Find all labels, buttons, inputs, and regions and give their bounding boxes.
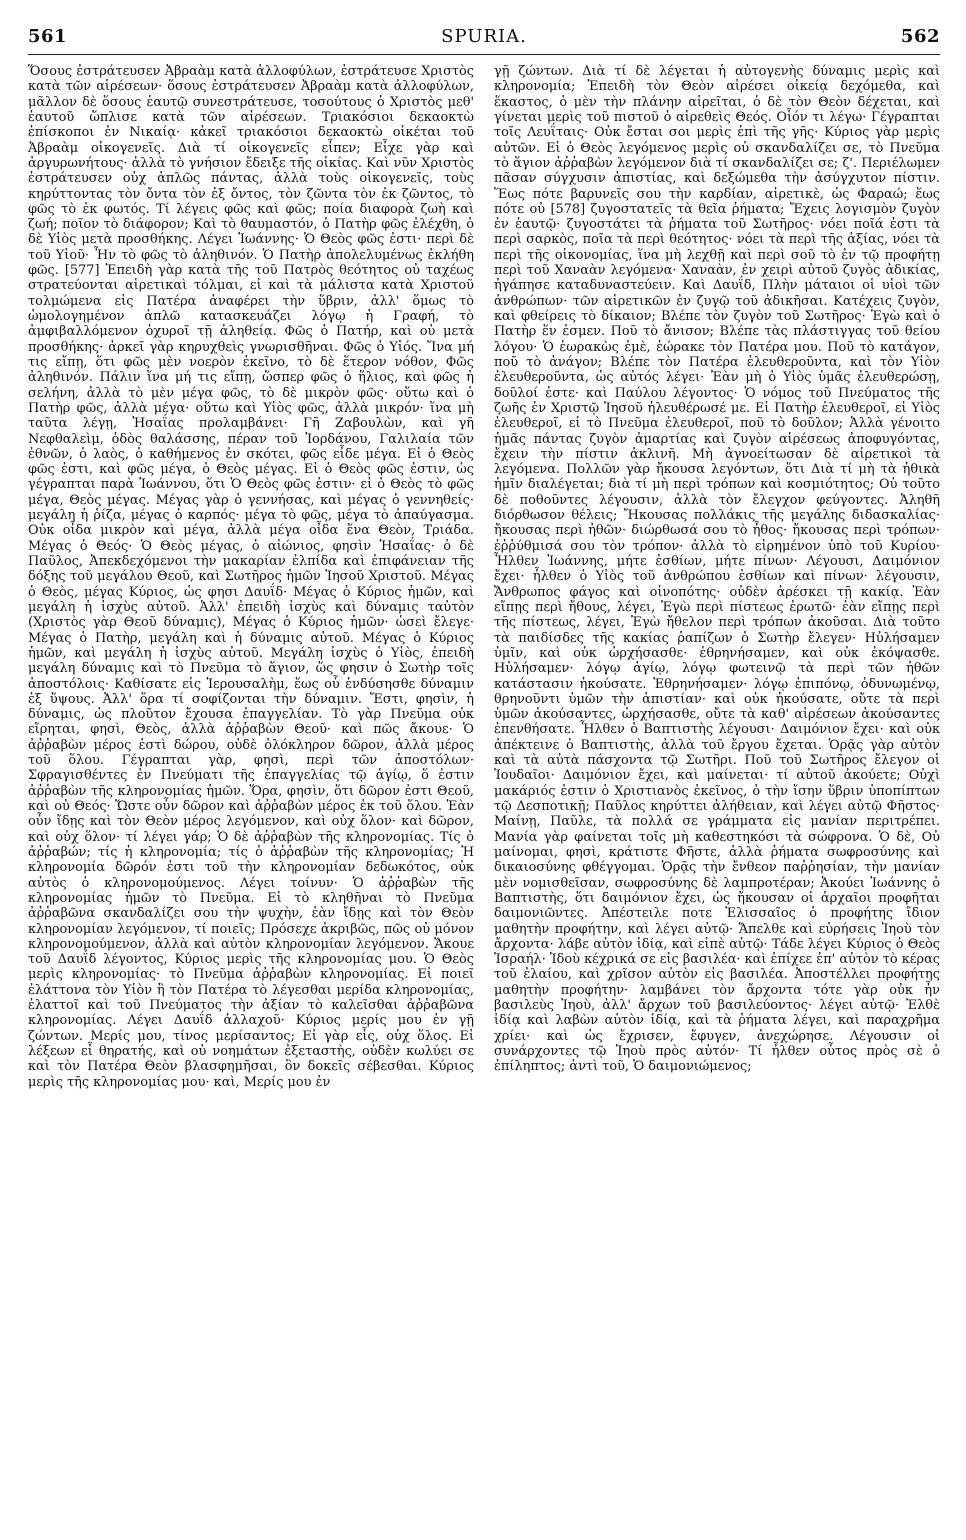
text-columns	[28, 64, 940, 1524]
column-gutter	[474, 64, 494, 1524]
book-page	[28, 14, 940, 1524]
page-number-right: 562	[900, 26, 940, 47]
column-right	[494, 64, 940, 1524]
column-left-text: Ὅσους ἐστράτευσεν Ἀβραὰμ κατὰ ἀλλοφύλων, ἐστράτευσε Χριστὸς κατὰ τῶν αἱρέσεων· ὅσους ἐστράτευσεν Ἀβραὰμ κατὰ ἀλλοφύλων, μᾶλλον δὲ ὅσους ἑαυτῷ συνεστράτευσε, τοσούτους ὁ Χριστὸς μεθ' ἑαυτοῦ ὥπλισε κατὰ τῶν αἱρέσεων. Τριακόσιοι δεκαοκτὼ ἐπίσκοποι ἐν Νικαίᾳ· κἀκεῖ τριακόσιοι δεκαοκτὼ οἰκέται τοῦ Ἀβραὰμ οἰκογενεῖς. Διὰ τί οἰκογενεῖς εἶπεν; Εἶχε γὰρ καὶ ἀργυρωνήτους· ἀλλὰ τὸ γνήσιον ἔδειξε τῆς οἰκίας. Καὶ νῦν Χριστὸς ἐστράτευσεν οὐχ ἁπλῶς πάντας, ἀλλὰ τοὺς οἰκογενεῖς, τοὺς κηρύττοντας τὸν ὄντα τὸν ἐξ ὄντος, τὸν ζῶντα τὸν ἐκ ζῶντος, τὸ φῶς τὸ ἐκ φωτός. Τί λέγεις φῶς καὶ φῶς; ποία διαφορὰ ζωὴ καὶ ζωή; ποῖον τὸ διάφορον; Καὶ τὸ θαυμαστόν, ὁ Πατὴρ φῶς ἐλέχθη, ὁ δὲ Υἱὸς μετὰ προσθήκης. Λέγει Ἰωάννης· Ὁ Θεὸς φῶς ἐστι· περὶ δὲ τοῦ Υἱοῦ· Ἦν τὸ φῶς τὸ ἀληθινόν. Ὁ Πατὴρ ἀπολελυμένως ἐκλήθη φῶς. [577] Ἐπειδὴ γὰρ κατὰ τῆς τοῦ Πατρὸς θεότητος οὐ ταχέως στρατεύονται αἱρετικαὶ τόλμαι, εἰ καὶ τὰ μάλιστα κατὰ Χριστοῦ τολμώμενα εἰς Πατέρα ἀναφέρει τὴν ὕβριν, ἀλλ' ὅμως τὸ ὡμολογημένον ἁπλῶ κατασκευάζει λόγῳ ἡ Γραφή, τὸ ἀμφιβαλλόμενον ὀχυροῖ τῇ ἀληθείᾳ. Φῶς ὁ Πατήρ, καὶ οὐ μετὰ προσθήκης· ἀρκεῖ γὰρ κηρυχθεὶς γνωρισθῆναι. Φῶς ὁ Υἱός. Ἵνα μή τις εἴπῃ, ὅτι φῶς μὲν νοερὸν ἐκεῖνο, τὸ δὲ ἕτερον νόθον, Φῶς ἀληθινόν. Πάλιν ἵνα μή τις εἴπῃ, ὥσπερ φῶς ὁ ἥλιος, καὶ φῶς ἡ σελήνη, ἀλλὰ τὸ μὲν μέγα φῶς, τὸ δὲ μικρὸν φῶς· οὕτω καὶ ὁ Πατὴρ φῶς, ἀλλὰ μέγα· οὕτω καὶ Υἱὸς φῶς, ἀλλὰ μικρόν· ἵνα μὴ ταῦτα λέγῃ, Ἡσαΐας προλαμβάνει· Γῆ Ζαβουλὼν, καὶ γῆ Νεφθαλεὶμ, ὁδὸς θαλάσσης, πέραν τοῦ Ἰορδάνου, Γαλιλαία τῶν ἐθνῶν, ὁ λαὸς, ὁ καθήμενος ἐν σκότει, φῶς εἶδε μέγα. Εἰ ὁ Θεὸς φῶς ἐστι, καὶ φῶς μέγα, ὁ Θεὸς μέγας. Εἰ ὁ Θεὸς φῶς ἐστιν, ὡς γέγραπται παρὰ Ἰωάννου, ὅτι Ὁ Θεὸς φῶς ἐστιν· εἰ ὁ Θεὸς τὸ φῶς μέγα, Θεὸς μέγας. Μέγας γὰρ ὁ γεννήσας, καὶ μέγας ὁ γεννηθείς· μεγάλη ἡ ῥίζα, μέγας ὁ καρπός· μέγα τὸ φῶς, μέγα τὸ ἀπαύγασμα. Οὐκ οἶδα μικρὸν καὶ μέγα, ἀλλὰ μέγα οἶδα ἕνα Θεὸν, Τριάδα. Μέγας ὁ Θεός· Ὁ Θεὸς μέγας, ὁ αἰώνιος, φησὶν Ἡσαΐας· ὁ δὲ Παῦλος, Ἀπεκδεχόμενοι τὴν μακαρίαν ἐλπίδα καὶ ἐπιφάνειαν τῆς δόξης τοῦ μεγάλου Θεοῦ, καὶ Σωτῆρος ἡμῶν Ἰησοῦ Χριστοῦ. Μέγας ὁ Θεὸς, μέγας Κύριος, ὡς φησι Δαυΐδ· Μέγας ὁ Κύριος ἡμῶν, καὶ μεγάλη ἡ ἰσχὺς αὐτοῦ. Ἀλλ' ἐπειδὴ ἰσχὺς καὶ δύναμις ταὐτὸν (Χριστὸς γὰρ Θεοῦ δύναμις), Μέγας ὁ Κύριος ἡμῶν· ὡσεὶ ἔλεγε· Μέγας ὁ Πατὴρ, μεγάλη καὶ ἡ δύναμις αὐτοῦ. Μέγας ὁ Κύριος ἡμῶν, καὶ μεγάλη ἡ ἰσχὺς αὐτοῦ. Μεγάλη ἰσχὺς ὁ Υἱὸς, ἐπειδὴ μεγάλη δύναμις καὶ τὸ Πνεῦμα τὸ ἅγιον, ὥς φησιν ὁ Σωτὴρ τοῖς ἀποστόλοις· Καθίσατε εἰς Ἱερουσαλὴμ, ἕως οὗ ἐνδύσησθε δύναμιν ἐξ ὕψους. Ἀλλ' ὅρα τί σοφίζονται τὴν δύναμιν. Ἔστι, φησὶν, ἡ δύναμις, ὡς πλοῦτον ἔχουσα ἐπαγγελίαν. Τὸ γὰρ Πνεῦμα οὐκ εἴρηται, φησὶ, Θεὸς, ἀλλὰ ἀῤῥαβὼν Θεοῦ· καὶ πῶς ἄκουε· Ὁ ἀῤῥαβὼν μέρος ἐστὶ δώρου, οὐδὲ ὁλόκληρον δῶρον, ἀλλὰ μέρος τοῦ ὅλου. Γέγραπται γὰρ, φησὶ, περὶ τῶν ἀποστόλων· Σφραγισθέντες ἐν Πνεύματι τῆς ἐπαγγελίας τῷ ἁγίῳ, ὅ ἐστιν ἀῤῥαβὼν τῆς κληρονομίας ἡμῶν. Ὅρα, φησὶν, ὅτι δῶρον ἐστι Θεοῦ, καὶ οὐ Θεός· Ὥστε οὖν δῶρον καὶ ἀῤῥαβὼν μέρος ἐκ τοῦ ὅλου. Ἐὰν οὖν ἴδῃς καὶ τὸν Θεὸν μέρος λεγόμενον, καὶ οὐχ ὅλον· καὶ δῶρον, καὶ οὐχ ὅλον· τί λέγει γάρ; Ὁ δὲ ἀῤῥαβὼν τῆς κληρονομίας. Τίς ὁ ἀῤῥαβών; τίς ἡ κληρονομία; τίς ὁ ἀῤῥαβὼν τῆς κληρονομίας; Ἡ κληρονομία δῶρόν ἐστι τοῦ τὴν κληρονομίαν δεδωκότος, οὐκ αὐτὸς ὁ κληρονομούμενος. Λέγει τοίνυν· Ὁ ἀῤῥαβὼν τῆς κληρονομίας ἡμῶν τὸ Πνεῦμα. Εἰ τὸ κληθῆναι τὸ Πνεῦμα ἀῤῥαβῶνα σκανδαλίζει σου τὴν ψυχὴν, ἐὰν ἴδῃς καὶ τὸν Θεὸν κληρονομίαν λεγόμενον, τί ποιεῖς; Πρόσεχε ἀκριβῶς, πῶς οὐ μόνον κληρονομούμενον, ἀλλὰ καὶ αὐτὸν κληρονομίαν λεγόμενον. Ἄκουε τοῦ Δαυΐδ λέγοντος, Κύριος μερὶς τῆς κληρονομίας μου. Ὁ Θεὸς μερὶς κληρονομίας· τὸ Πνεῦμα ἀῤῥαβὼν κληρονομίας. Εἰ ποιεῖ ἐλάττονα τὸν Υἱὸν ἢ τὸν Πατέρα τὸ λέγεσθαι μερίδα κληρονομίας, ἐλαττοῖ καὶ τοῦ Πνεύματος τὴν ἀξίαν τὸ καλεῖσθαι ἀῤῥαβῶνα κληρονομίας. Λέγει Δαυΐδ ἀλλαχοῦ· Κύριος μερίς μου ἐν γῇ ζώντων. Μερίς μου, τίνος μερίσαντος; Εἰ γὰρ εἷς, οὐχ ὅλος. Εἰ λέξεων εἶ θηρατής, καὶ οὐ νοημάτων ἐξεταστὴς, οὐδὲν κωλύει σε καὶ τὸν Πατέρα Θεὸν βλασφημῆσαι, ὃν δοκεῖς σέβεσθαι. Κύριος μερὶς τῆς κληρονομίας μου· καὶ, Μερίς μου ἐν	[28, 64, 474, 1090]
running-title: SPURIA.	[441, 26, 527, 47]
page-number-left: 561	[28, 26, 68, 47]
column-right-text: γῇ ζώντων. Διὰ τί δὲ λέγεται ἡ αὐτογενὴς δύναμις μερὶς καὶ κληρονομία; Ἐπειδὴ τὸν Θεὸν αἱρέσει οἰκείᾳ δεχόμεθα, καὶ ἕκαστος, ὁ μὲν τὴν πλάνην αἱρεῖται, ὁ δὲ τὸν Θεὸν δέχεται, καὶ γίνεται μερὶς τοῦ πιστοῦ ὁ αἱρεθεὶς Θεός. Οἷόν τι λέγω· Γέγραπται τοῖς Λευΐταις· Οὐκ ἔσται σοι μερὶς ἐπὶ τῆς γῆς· Κύριος γὰρ μερὶς αὐτῶν. Εἰ ὁ Θεὸς λεγόμενος μερὶς οὐ σκανδαλίζει σε, τὸ Πνεῦμα τὸ ἅγιον ἀῤῥαβὼν λεγόμενον διὰ τί σκανδαλίζει σε; ζ'. Περιέλωμεν πᾶσαν σύγχυσιν ἀπιστίας, καὶ δεξώμεθα τὴν ἀσύγχυτον πίστιν. Ἕως πότε βαρυνεῖς σου τὴν καρδίαν, αἱρετικὲ, ὡς Φαραώ; ἕως πότε οὐ [578] ζυγοστατεῖς τὰ θεῖα ῥήματα; Ἔχεις λογισμὸν ζυγὸν ἐν ἑαυτῷ· ζυγοστάτει τὰ ῥήματα τοῦ Σωτῆρος· νόει ποῖά ἐστι τὰ περὶ σαρκὸς, ποῖα τὰ περὶ θεότητος· νόει τὰ περὶ τῆς ἀξίας, νόει τὰ περὶ τῆς οἰκονομίας, ἵνα μὴ λεχθῇ καὶ περὶ σοῦ τὸ ἐν τῷ προφήτῃ περὶ τοῦ Χαναὰν λεγόμενα· Χαναὰν, ἐν χειρὶ αὐτοῦ ζυγὸς ἀδικίας, ἠγάπησε καταδυναστεύειν. Καὶ Δαυΐδ, Πλὴν μάταιοι οἱ υἱοὶ τῶν ἀνθρώπων· τῶν αἱρετικῶν ἐν ζυγῷ τοῦ ἀδικῆσαι. Κατέχεις ζυγὸν, καὶ φθείρεις τὸ δίκαιον; Βλέπε τὸν ζυγὸν τοῦ Σωτῆρος· Ἐγὼ καὶ ὁ Πατὴρ ἕν ἐσμεν. Ποῦ τὸ ἄνισον; Βλέπε τὰς πλάστιγγας τοῦ θείου λόγου· Ὁ ἑωρακὼς ἐμὲ, ἑώρακε τὸν Πατέρα μου. Ποῦ τὸ κατάγον, ποῦ τὸ ἀνάγον; Βλέπε τὸν Πατέρα ἐλευθεροῦντα, καὶ τὸν Υἱὸν ἐλευθεροῦντα, ὡς αὐτός λέγει· Ἐὰν μὴ ὁ Υἱὸς ὑμᾶς ἐλευθερώσῃ, δοῦλοί ἐστε· καὶ Παύλου λέγοντος· Ὁ νόμος τοῦ Πνεύματος τῆς ζωῆς ἐν Χριστῷ Ἰησοῦ ἠλευθέρωσέ με. Εἰ Πατὴρ ἐλευθεροῖ, εἰ Υἱὸς ἐλευθεροῖ, εἰ τὸ Πνεῦμα ἐλευθεροῖ, ποῦ τὸ δοῦλον; Ἀλλὰ γένοιτο ἡμᾶς πάντας ζυγὸν ἁμαρτίας καὶ ζυγὸν αἱρέσεως ἀποφυγόντας, ἔχειν τὴν πίστιν ἀκλινῆ. Μὴ ἀγνοείτωσαν δὲ αἱρετικοὶ τὰ λεγόμενα. Πολλῶν γὰρ ἤκουσα λεγόντων, ὅτι Διὰ τί μὴ τὰ ἠθικὰ ἡμῖν διαλέγεται; διὰ τί μὴ περὶ τρόπων καὶ κοσμιότητος; Οὐ τοῦτο δὲ ποθοῦντες λέγουσιν, ἀλλὰ τὸν ἔλεγχον φεύγοντες. Ἀληθῆ διόρθωσον θέλεις; Ἤκουσας πολλάκις τῆς μεγάλης διδασκαλίας· ἤκουσας περὶ ἠθῶν· διώρθωσά σου τὸ ἦθος· ἤκουσας περὶ τρόπων· ἐῤῥύθμισά σου τὸν τρόπον· ἀλλὰ τὸ εἰρημένον ὑπὸ τοῦ Κυρίου· Ἦλθεν Ἰωάννης, μήτε ἐσθίων, μήτε πίνων· Λέγουσι, Δαιμόνιον ἔχει· ἦλθεν ὁ Υἱὸς τοῦ ἀνθρώπου ἐσθίων καὶ πίνων· λέγουσιν, Ἄνθρωπος φάγος καὶ οἰνοπότης· οὐδὲν ἀρέσκει τῇ κακίᾳ. Ἐὰν εἴπῃς περὶ ἤθους, λέγει, Ἐγὼ περὶ πίστεως ἐρωτῶ· ἐὰν εἴπῃς περὶ τῆς πίστεως, λέγει, Ἐγὼ ἤθελον περὶ τρόπων ἀκοῦσαι. Διὰ τοῦτο τὰ παιδίσδες τῆς κακίας ῥαπίζων ὁ Σωτὴρ ἔλεγεν· Ηὐλήσαμεν ὑμῖν, καὶ οὐκ ὠρχήσασθε· ἐθρηνήσαμεν, καὶ οὐκ ἐκόψασθε. Ηὐλήσαμεν· λόγῳ ἁγίῳ, λόγῳ φωτεινῷ τὰ περὶ τῶν ἠθῶν κατάστασιν ἠκούσατε. Ἐθρηνήσαμεν· λόγῳ ἐπιπόνῳ, ὀδυνωμένῳ, θρηνοῦντι ὑμῶν τὴν ἀπιστίαν· καὶ οὐκ ἠκούσατε, οὔτε τὰ περὶ ὑμῶν ἀκούσαντες, ὠρχήσασθε, οὔτε τὰ καθ' αἱρέσεων ἀκούσαντες ἐπενθήσατε. Ἦλθεν ὁ Βαπτιστὴς λέγουσι· Δαιμόνιον ἔχει· καὶ οὐκ ἀπέκτεινε ὁ Βαπτιστὴς, ἀλλὰ τοῦ ἔργου ἔχεται. Ὁρᾷς γὰρ αὐτὸν καὶ τὰ αὐτὰ πάσχοντα τῷ Σωτῆρι. Ποῦ τοῦ Σωτῆρος ἔλεγον οἱ Ἰουδαῖοι· Δαιμόνιον ἔχει, καὶ μαίνεται· τί αὐτοῦ ἀκούετε; Οὐχὶ μακάριός ἐστιν ὁ Χριστιανὸς ἐκεῖνος, ὁ τὴν ἴσην ὕβριν ὑποπίπτων τῷ Δεσποτικῇ; Παῦλος κηρύττει ἀλήθειαν, καὶ λέγει αὐτῷ Φῆστος· Μαίνῃ, Παῦλε, τὰ πολλά σε γράμματα εἰς μανίαν περιτρέπει. Μανία γὰρ φαίνεται τοῖς μὴ καθεστηκόσι τὰ σώφρονα. Ὁ δὲ, Οὐ μαίνομαι, φησὶ, κράτιστε Φῆστε, ἀλλὰ ῥήματα σωφροσύνης καὶ δικαιοσύνης φθέγγομαι. Ὁρᾷς τὴν ἔνθεον παῤῥησίαν, τὴν μανίαν μὲν νομισθεῖσαν, σωφροσύνης δὲ λαμπροτέραν; Ἀκούει Ἰωάννης ὁ Βαπτιστὴς, ὅτι δαιμόνιον ἔχει, ὡς ἤκουσαν οἱ ἀρχαῖοι προφῆται δαιμονιῶντες. Ἀπέστειλε ποτε Ἐλισσαῖος ὁ προφήτης ἴδιον μαθητὴν προφήτην, καὶ λέγει αὐτῷ· Ἄπελθε καὶ εὑρήσεις Ἰηοὺ τὸν ἄρχοντα· λάβε αὐτὸν ἰδίᾳ, καὶ εἰπὲ αὐτῷ· Τάδε λέγει Κύριος ὁ Θεὸς Ἰσραήλ· Ἰδοὺ κέχρικά σε εἰς βασιλέα· καὶ ἐπίχεε ἐπ' αὐτὸν τὸ κέρας τοῦ ἐλαίου, καὶ χρῖσον αὐτὸν εἰς βασιλέα. Ἀποστέλλει προφήτης μαθητὴν προφήτην· λαμβάνει τὸν ἄρχοντα τότε γὰρ οὐκ ἦν βασιλεὺς Ἰηοὺ, ἀλλ' ἄρχων τοῦ βασιλεύοντος· λέγει αὐτῷ· Ἐλθὲ ἰδίᾳ καὶ λαβὼν αὐτὸν ἰδίᾳ, καὶ τὰ ῥήματα λέγει, καὶ παραχρῆμα χρίει· καὶ ὡς ἔχρισεν, ἔφυγεν, ἀνεχώρησε. Λέγουσιν οἱ συνάρχοντες τῷ Ἰηοὺ πρὸς αὐτόν· Τί ἦλθεν οὗτος πρὸς σὲ ὁ ἐπίληπτος; ἀντὶ τοῦ, Ὁ δαιμονιώμενος;	[494, 64, 940, 1075]
running-header	[28, 14, 940, 55]
column-left	[28, 64, 474, 1524]
